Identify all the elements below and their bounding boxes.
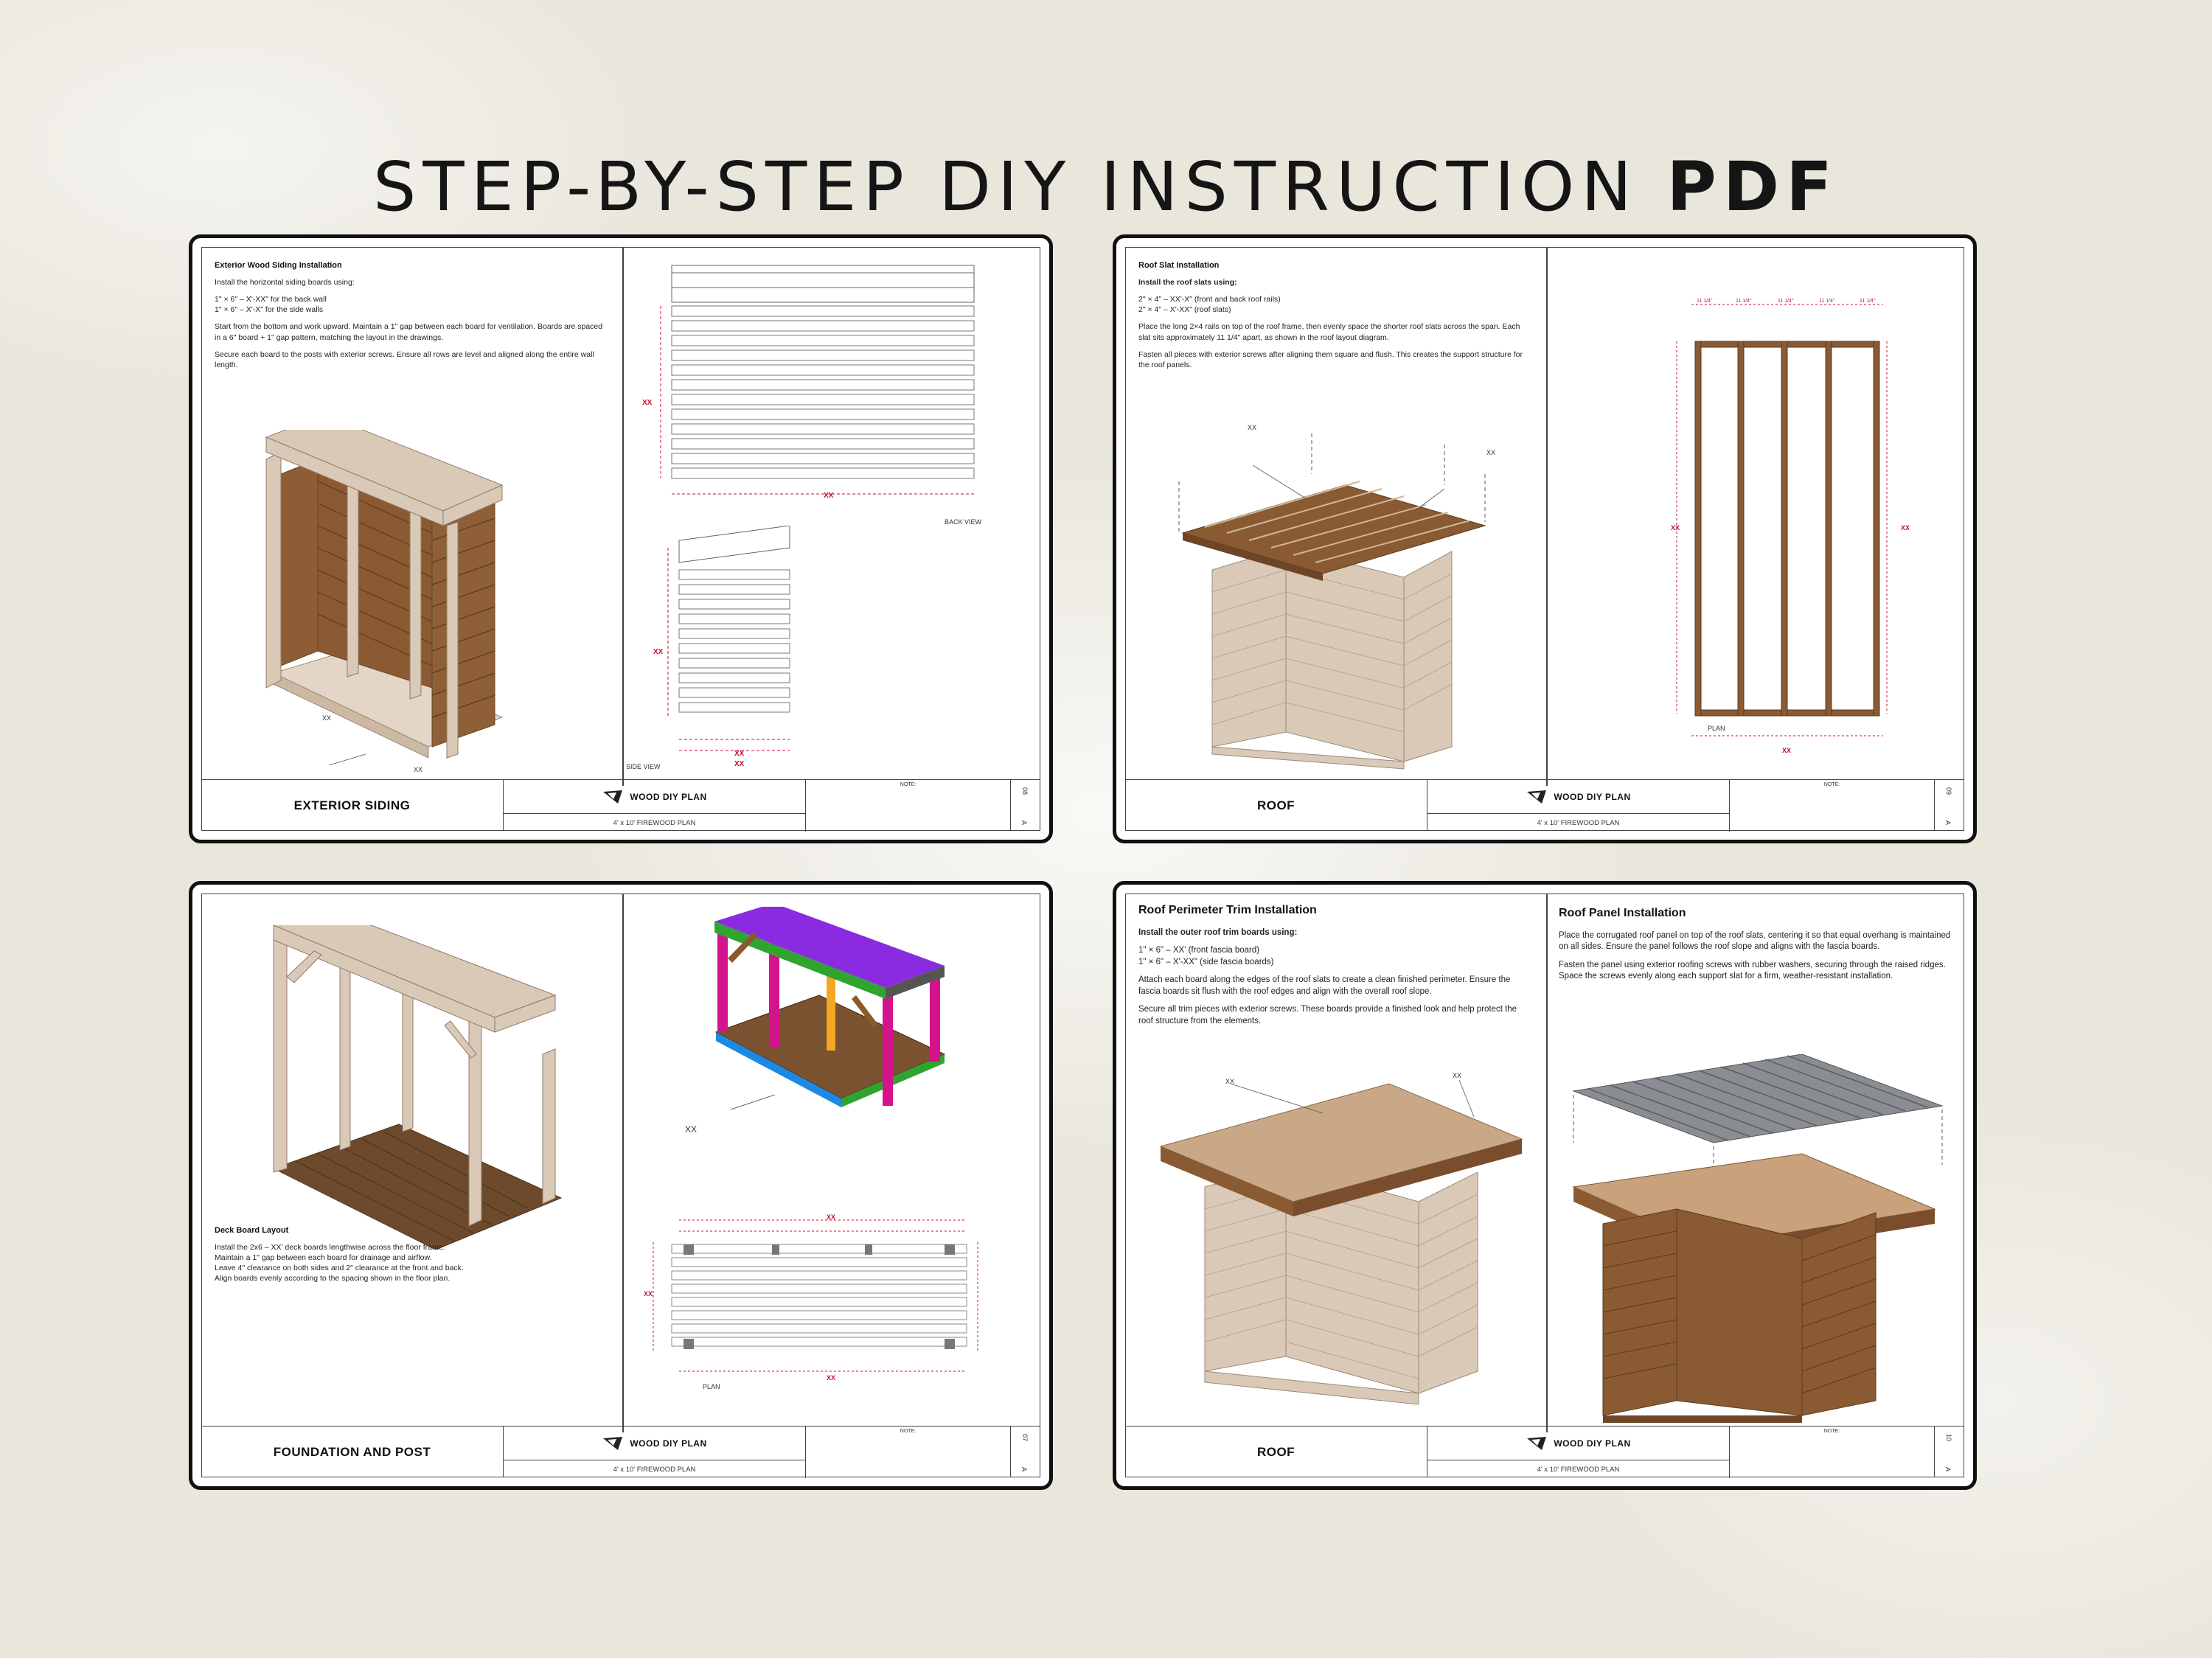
logo	[504, 780, 806, 814]
dimension-label: XX	[653, 648, 664, 656]
logo	[1427, 1427, 1730, 1460]
instruction-text-right	[1559, 905, 1957, 989]
wood-logo-icon	[1526, 789, 1548, 805]
view-caption: BACK VIEW	[945, 518, 982, 526]
dimension-label: XX	[644, 1290, 653, 1298]
plan-caption: PLAN	[1708, 725, 1725, 732]
intro-text: Install the outer roof trim boards using:	[1138, 927, 1298, 937]
callout-label: XX	[1453, 1072, 1462, 1079]
headline	[0, 147, 2212, 226]
plan-name: 4' x 10' FIREWOOD PLAN	[1427, 1460, 1730, 1478]
wood-logo-icon	[1526, 1435, 1548, 1452]
dimension-label: XX	[1901, 524, 1910, 532]
paragraph: Attach each board along the edges of the roof slats to create a clean finished perimeter. Ensure the fascia boards sit flush with the roof edges and align with the overall roof slope.	[1138, 975, 1511, 996]
intro-text: Install the horizontal siding boards using:	[215, 277, 355, 287]
material-line: 1" × 6" – X'-XX" (side fascia boards)	[1138, 957, 1274, 966]
instruction-line: Maintain a 1" gap between each board for drainage and airflow.	[215, 1253, 432, 1263]
note-label: NOTE:	[806, 1427, 1011, 1477]
sheet-name: EXTERIOR SIDING	[201, 780, 504, 831]
logo-text: WOOD DIY PLAN	[630, 1438, 707, 1449]
page-number: 07	[1021, 1433, 1029, 1442]
wood-logo-icon	[602, 789, 624, 805]
dimension-label: XX	[827, 1374, 836, 1382]
paragraph: Start from the bottom and work upward. Maintain a 1" gap between each board for ventilation. Boards are spaced in a 6" board + 1" gap pattern, matching the layout in the drawings.	[215, 322, 603, 342]
callout-label: XX	[1225, 1078, 1235, 1085]
logo-text: WOOD DIY PLAN	[1554, 791, 1631, 802]
sheet-foundation-post[interactable]	[189, 881, 1053, 1490]
column-divider	[622, 894, 624, 1432]
plan-name: 4' x 10' FIREWOOD PLAN	[1427, 814, 1730, 832]
note-label: NOTE:	[1730, 1427, 1935, 1477]
instruction-text-left	[1138, 902, 1529, 1034]
material-line: 1" × 6" – X'-X" for the side walls	[215, 305, 324, 315]
section-title: Roof Slat Installation	[1138, 261, 1220, 270]
plan-name: 4' x 10' FIREWOOD PLAN	[504, 814, 806, 832]
logo-text: WOOD DIY PLAN	[1554, 1438, 1631, 1449]
sheet-exterior-siding[interactable]	[189, 234, 1053, 843]
section-title: Exterior Wood Siding Installation	[215, 261, 342, 270]
material-line: 2" × 4" – X'-XX" (roof slats)	[1138, 305, 1231, 315]
callout-label: XX	[1248, 424, 1257, 431]
section-title: Roof Perimeter Trim Installation	[1138, 904, 1317, 916]
instruction-line: Leave 4" clearance on both sides and 2" clearance at the front and back.	[215, 1264, 464, 1273]
callout-label: XX	[414, 766, 423, 773]
colored-frame-diagram	[709, 907, 959, 1128]
column-divider	[1546, 248, 1548, 786]
headline-light: STEP-BY-STEP DIY INSTRUCTION	[372, 147, 1639, 226]
instruction-line: Install the 2x6 – XX' deck boards lengthwise across the floor frame.	[215, 1242, 445, 1252]
shed-roof-slats-3d-drawing	[1161, 422, 1514, 776]
dimension-label: XX	[642, 399, 653, 407]
callout-label: XX	[685, 1124, 698, 1135]
paragraph: Place the long 2×4 rails on top of the roof frame, then evenly space the shorter roof slats across the span. Each slat sits approximately 11 1/4" apart, as shown in the roof layout diagram.	[1138, 322, 1520, 342]
note-label: NOTE:	[806, 780, 1011, 831]
intro-text: Install the roof slats using:	[1138, 277, 1237, 287]
logo	[504, 1427, 806, 1460]
material-line: 1" × 6" – X'-XX" for the back wall	[215, 295, 327, 304]
dimension-label: XX	[827, 1213, 836, 1221]
dimension-label: XX	[734, 760, 745, 768]
section-title: Deck Board Layout	[215, 1226, 289, 1235]
dimension-label: XX	[1671, 524, 1680, 532]
instruction-text	[1138, 260, 1529, 377]
page-box	[1935, 780, 1964, 831]
section-title: Roof Panel Installation	[1559, 907, 1686, 919]
floor-plan-drawing	[642, 1209, 996, 1401]
material-line: 2" × 4" – XX'-X" (front and back roof rails)	[1138, 295, 1281, 304]
paragraph: Place the corrugated roof panel on top of the roof slats, centering it so that equal overhang is maintained on all sides. Ensure the panel follows the roof slope and aligns with the fascia boards.	[1559, 930, 1951, 952]
revision: A	[1944, 1466, 1952, 1472]
logo-text: WOOD DIY PLAN	[630, 791, 707, 802]
material-line: 1" × 6" – XX' (front fascia board)	[1138, 946, 1260, 955]
sheet-name: FOUNDATION AND POST	[201, 1427, 504, 1477]
page-box	[1011, 1427, 1040, 1477]
sheet-name: ROOF	[1125, 780, 1427, 831]
dimension-label: XX	[824, 492, 834, 500]
instruction-text	[215, 260, 605, 377]
sheet-roof-trim-panel[interactable]	[1113, 881, 1977, 1490]
page-box	[1935, 1427, 1964, 1477]
shed-siding-3d-drawing	[259, 430, 591, 776]
back-view-elevation	[650, 262, 981, 505]
spacing-label: 11 1/4"	[1697, 299, 1713, 304]
spacing-label: 11 1/4"	[1778, 299, 1794, 304]
revision: A	[1020, 820, 1029, 826]
plan-name: 4' x 10' FIREWOOD PLAN	[504, 1460, 806, 1478]
headline-bold: PDF	[1666, 147, 1840, 226]
paragraph: Fasten all pieces with exterior screws after aligning them square and flush. This creates the support structure for the roof panels.	[1138, 349, 1523, 369]
instruction-line: Align boards evenly according to the spacing shown in the floor plan.	[215, 1274, 451, 1283]
instruction-text	[215, 1225, 605, 1291]
roof-plan-drawing	[1662, 282, 1898, 754]
logo	[1427, 780, 1730, 814]
shed-roof-panel-3d-drawing	[1559, 1054, 1957, 1423]
page-number: 08	[1021, 787, 1029, 795]
title-block	[201, 779, 1040, 831]
shed-frame-deck-3d-drawing	[251, 925, 591, 1250]
page-number: 09	[1945, 787, 1953, 795]
paragraph: Secure all trim pieces with exterior screws. These boards provide a finished look and help protect the roof structure from the elements.	[1138, 1005, 1517, 1025]
page-box	[1011, 780, 1040, 831]
wood-logo-icon	[602, 1435, 624, 1452]
shed-roof-trim-3d-drawing	[1146, 1076, 1529, 1423]
column-divider	[1546, 894, 1548, 1432]
paragraph: Fasten the panel using exterior roofing screws with rubber washers, securing through the raised ridges. Space the screws evenly along each support slat for a firm, weather-resistant installation.	[1559, 960, 1946, 981]
sheet-roof-slats[interactable]	[1113, 234, 1977, 843]
page-number: 10	[1945, 1433, 1953, 1442]
dimension-label: XX	[1782, 747, 1792, 754]
spacing-label: 11 1/4"	[1736, 299, 1752, 304]
side-view-elevation	[650, 526, 841, 776]
sheet-name: ROOF	[1125, 1427, 1427, 1477]
column-divider	[622, 248, 624, 786]
spacing-label: 11 1/4"	[1819, 299, 1835, 304]
plan-caption: PLAN	[703, 1383, 720, 1390]
view-caption: SIDE VIEW	[626, 763, 661, 770]
note-label: NOTE:	[1730, 780, 1935, 831]
callout-label: XX	[1486, 449, 1496, 456]
revision: A	[1020, 1466, 1029, 1472]
title-block	[1125, 1426, 1964, 1477]
dimension-label: XX	[734, 750, 745, 758]
spacing-label: 11 1/4"	[1860, 299, 1876, 304]
title-block	[1125, 779, 1964, 831]
callout-label: XX	[322, 714, 332, 722]
revision: A	[1944, 820, 1952, 826]
paragraph: Secure each board to the posts with exterior screws. Ensure all rows are level and aligned along the entire wall length.	[215, 349, 594, 369]
title-block	[201, 1426, 1040, 1477]
